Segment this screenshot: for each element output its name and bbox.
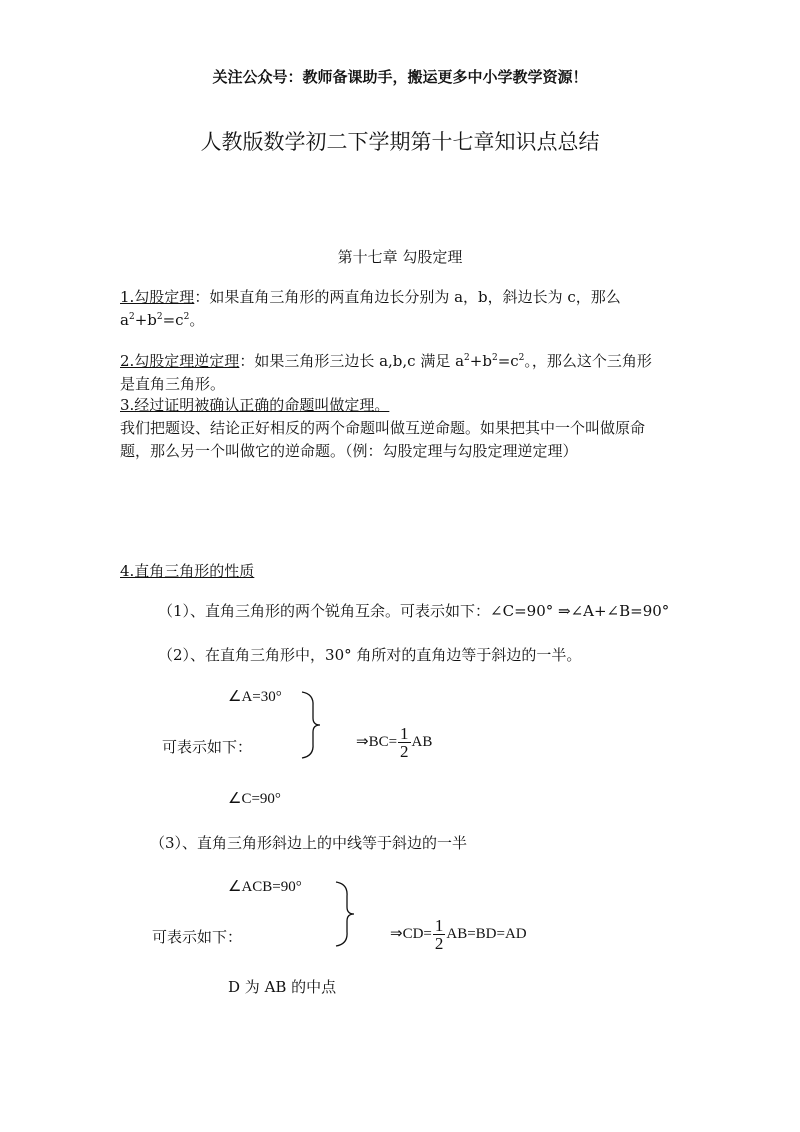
property-2-brace-icon	[300, 690, 324, 760]
property-3: （3）、直角三角形斜边上的中线等于斜边的一半	[150, 834, 468, 852]
fraction-one-half: $\frac{1}{2}$	[434, 916, 444, 954]
property-1: （1）、直角三角形的两个锐角互余。可表示如下：∠C=90° ⇒∠A+∠B=90°	[158, 602, 670, 620]
property-2-condition-1: ∠A=30°	[228, 689, 282, 705]
property-3-condition-1: ∠ACB=90°	[228, 879, 302, 895]
promo-header: 关注公众号：教师备课助手，搬运更多中小学教学资源！	[212, 68, 588, 86]
section-4-label: 4.直角三角形的性质	[120, 562, 255, 580]
property-2-expression-label: 可表示如下：	[162, 738, 253, 756]
fraction-one-half: $\frac{1}{2}$	[400, 724, 409, 762]
property-2-condition-2: ∠C=90°	[228, 791, 281, 807]
chapter-title: 第十七章 勾股定理	[337, 248, 463, 266]
converse-label: 2.勾股定理逆定理	[120, 352, 240, 370]
theorem-label: 1.勾股定理	[120, 288, 195, 306]
document-title: 人教版数学初二下学期第十七章知识点总结	[200, 130, 600, 154]
property-3-result: ⇒CD= $\frac{1}{2}$ AB=BD=AD	[390, 916, 527, 954]
property-2: （2）、在直角三角形中，30° 角所对的直角边等于斜边的一半。	[158, 646, 582, 664]
theorem-paragraph: 1.勾股定理：如果直角三角形的两直角边长分别为 a，b，斜边长为 c，那么 $a^2+b^2=c^2$。	[120, 288, 621, 329]
property-2-result: ⇒BC= $\frac{1}{2}$ AB	[356, 724, 433, 762]
property-3-expression-label: 可表示如下：	[152, 928, 243, 946]
property-3-condition-2: D 为 AB 的中点	[228, 978, 337, 996]
property-3-brace-icon	[334, 880, 358, 948]
definition-paragraph: 3.经过证明被确认正确的命题叫做定理。 我们把题设、结论正好相反的两个命题叫做互逆命题。如果把其中一个叫做原命 题，那么另一个叫做它的逆命题。（例：勾股定理与勾股定理逆定理）	[120, 396, 646, 460]
definition-label: 3.经过证明被确认正确的命题叫做定理。	[120, 396, 390, 414]
converse-theorem-paragraph: 2.勾股定理逆定理：如果三角形三边长 a,b,c 满足 $a^2+b^2=c^2$。，那么这个三角形 是直角三角形。	[120, 352, 652, 393]
